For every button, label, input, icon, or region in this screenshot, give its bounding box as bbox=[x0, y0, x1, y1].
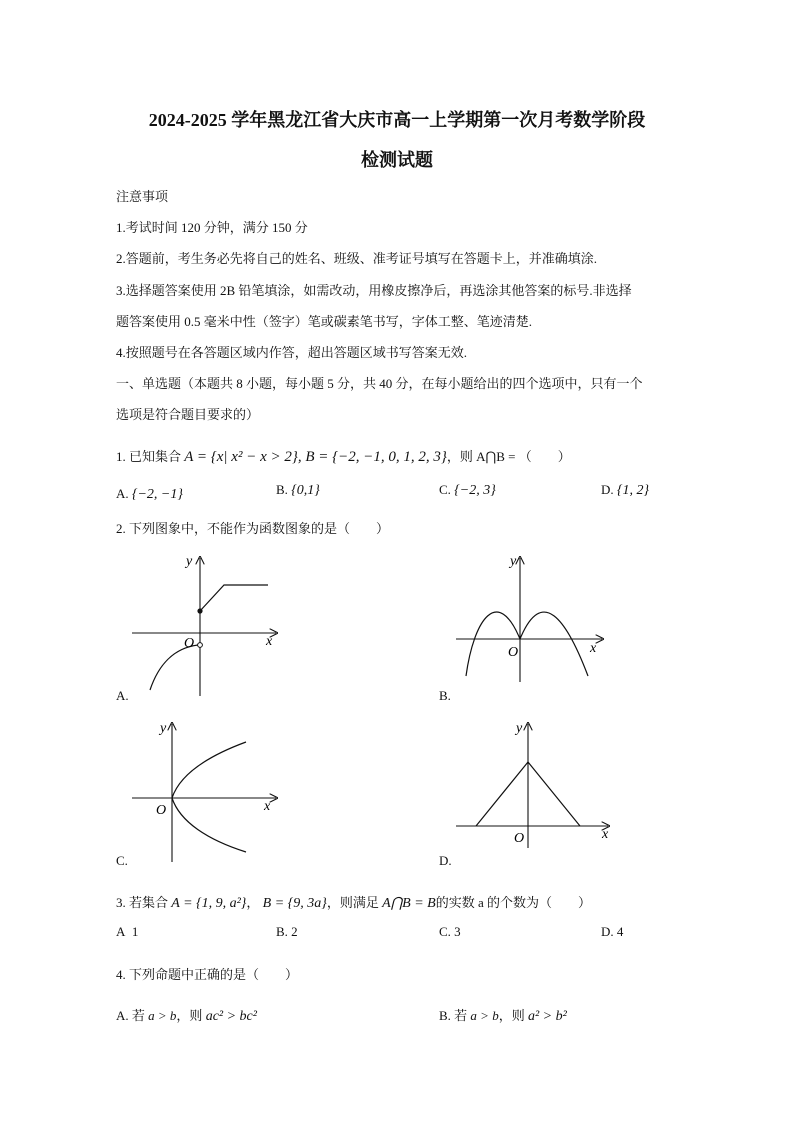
graph-c-x-label: x bbox=[264, 799, 271, 814]
q3-set-a: A = {1, 9, a²} bbox=[171, 896, 247, 911]
q3-option-c-value: 3 bbox=[454, 924, 461, 939]
graph-b-right-arc bbox=[520, 612, 588, 676]
q1-option-d[interactable] bbox=[601, 482, 649, 499]
q1-option-c[interactable] bbox=[439, 482, 496, 499]
q4-option-b-mid: ，则 bbox=[498, 1008, 525, 1023]
graph-a-lower-curve bbox=[150, 645, 198, 690]
q2-option-c[interactable]: C. bbox=[116, 853, 128, 868]
question-1 bbox=[116, 446, 571, 466]
graph-c bbox=[128, 716, 288, 864]
notice-item-1: 1.考试时间 120 分钟，满分 150 分 bbox=[116, 220, 308, 235]
q1-option-b-label: B. bbox=[276, 482, 288, 497]
q3-option-a-label: A bbox=[116, 924, 126, 939]
q2-option-a[interactable]: A. bbox=[116, 688, 129, 703]
q3-option-b-value: 2 bbox=[291, 924, 298, 939]
q4-option-a-mid: ，则 bbox=[176, 1008, 203, 1023]
q3-condition: A⋂B = B bbox=[382, 896, 436, 911]
q3-option-c[interactable] bbox=[439, 924, 461, 940]
q3-option-d-value: 4 bbox=[616, 924, 624, 939]
q3-comma: ， bbox=[246, 895, 260, 910]
graph-a-y-label: y bbox=[186, 554, 193, 569]
question-4: 4. 下列命题中正确的是（ ） bbox=[116, 967, 299, 982]
q4-option-a[interactable] bbox=[116, 1005, 257, 1025]
doc-title-line1: 2024-2025 学年黑龙江省大庆市高一上学期第一次月考数学阶段 bbox=[148, 110, 646, 130]
graph-a-upper-curve bbox=[200, 585, 268, 611]
section-heading-line2: 选项是符合题目要求的） bbox=[116, 407, 260, 422]
graph-b-y-label: y bbox=[510, 554, 517, 569]
q4-option-b-condition: a > b bbox=[470, 1008, 499, 1023]
graph-a-open-dot bbox=[198, 643, 203, 648]
q3-prefix: 3. 若集合 bbox=[116, 895, 169, 910]
graph-a-origin-label: O bbox=[184, 636, 195, 651]
q4-option-a-conclusion: ac² > bc² bbox=[205, 1009, 257, 1024]
q3-option-d[interactable] bbox=[601, 924, 623, 940]
q4-option-a-condition: a > b bbox=[148, 1008, 177, 1023]
q1-suffix: ，则 A⋂B = （ ） bbox=[446, 449, 571, 464]
q1-option-b[interactable] bbox=[276, 482, 320, 499]
q3-option-a-value: 1 bbox=[131, 924, 139, 939]
graph-b-origin-label: O bbox=[508, 645, 519, 660]
q1-option-c-label: C. bbox=[439, 482, 451, 497]
q1-option-b-value: {0,1} bbox=[291, 483, 320, 498]
graph-a-closed-dot bbox=[197, 608, 202, 613]
q1-option-a-label: A. bbox=[116, 486, 129, 501]
section-heading-line1: 一、单选题（本题共 8 小题，每小题 5 分，共 40 分，在每小题给出的四个选项中，只有一个 bbox=[116, 376, 643, 391]
question-2: 2. 下列图象中，不能作为函数图象的是（ ） bbox=[116, 521, 390, 536]
q4-option-b-conclusion: a² > b² bbox=[527, 1009, 567, 1024]
q4-option-a-label: A. 若 bbox=[116, 1008, 145, 1023]
notice-header: 注意事项 bbox=[116, 189, 169, 204]
graph-c-parabola bbox=[172, 742, 246, 852]
q3-set-b: B = {9, 3a} bbox=[262, 896, 327, 911]
graph-a bbox=[128, 548, 288, 698]
graph-b-x-label: x bbox=[590, 641, 597, 656]
q3-mid: ，则满足 bbox=[326, 895, 379, 910]
q4-option-b[interactable] bbox=[439, 1005, 567, 1025]
graph-a-x-label: x bbox=[266, 634, 273, 649]
q1-prefix: 1. 已知集合 bbox=[116, 449, 182, 464]
notice-item-4: 4.按照题号在各答题区域内作答，超出答题区域书写答案无效. bbox=[116, 345, 468, 360]
question-3 bbox=[116, 892, 591, 912]
q3-option-b[interactable] bbox=[276, 924, 298, 940]
notice-item-2: 2.答题前，考生务必先将自己的姓名、班级、准考证号填写在答题卡上，并准确填涂. bbox=[116, 251, 598, 266]
graph-d-x-label: x bbox=[602, 827, 609, 842]
graph-c-origin-label: O bbox=[156, 803, 167, 818]
q1-option-a-value: {−2, −1} bbox=[131, 487, 183, 502]
q3-option-b-label: B. bbox=[276, 924, 288, 939]
q3-suffix: 的实数 a 的个数为（ ） bbox=[435, 895, 592, 910]
q3-option-d-label: D. bbox=[601, 924, 614, 939]
q4-option-b-label: B. 若 bbox=[439, 1008, 468, 1023]
notice-item-3-cont: 题答案使用 0.5 毫米中性（签字）笔或碳素笔书写，字体工整、笔迹清楚. bbox=[116, 314, 533, 329]
q1-option-d-label: D. bbox=[601, 482, 614, 497]
doc-title-line2: 检测试题 bbox=[361, 150, 433, 170]
q1-option-c-value: {−2, 3} bbox=[454, 483, 496, 498]
graph-d-y-label: y bbox=[516, 721, 523, 736]
graph-b bbox=[452, 548, 612, 688]
q2-option-d[interactable]: D. bbox=[439, 853, 452, 868]
q1-option-a[interactable] bbox=[116, 486, 183, 503]
notice-item-3: 3.选择题答案使用 2B 铅笔填涂，如需改动，用橡皮擦净后，再选涂其他答案的标号.非选择 bbox=[116, 283, 632, 298]
q1-sets: A = {x| x² − x > 2}, B = {−2, −1, 0, 1, 2, 3} bbox=[184, 449, 447, 465]
graph-d-origin-label: O bbox=[514, 831, 525, 846]
graph-d bbox=[452, 716, 612, 851]
graph-c-y-label: y bbox=[160, 721, 167, 736]
q3-option-c-label: C. bbox=[439, 924, 451, 939]
q2-option-b[interactable]: B. bbox=[439, 688, 451, 703]
q1-option-d-value: {1, 2} bbox=[616, 483, 650, 498]
q3-option-a[interactable] bbox=[116, 924, 138, 940]
